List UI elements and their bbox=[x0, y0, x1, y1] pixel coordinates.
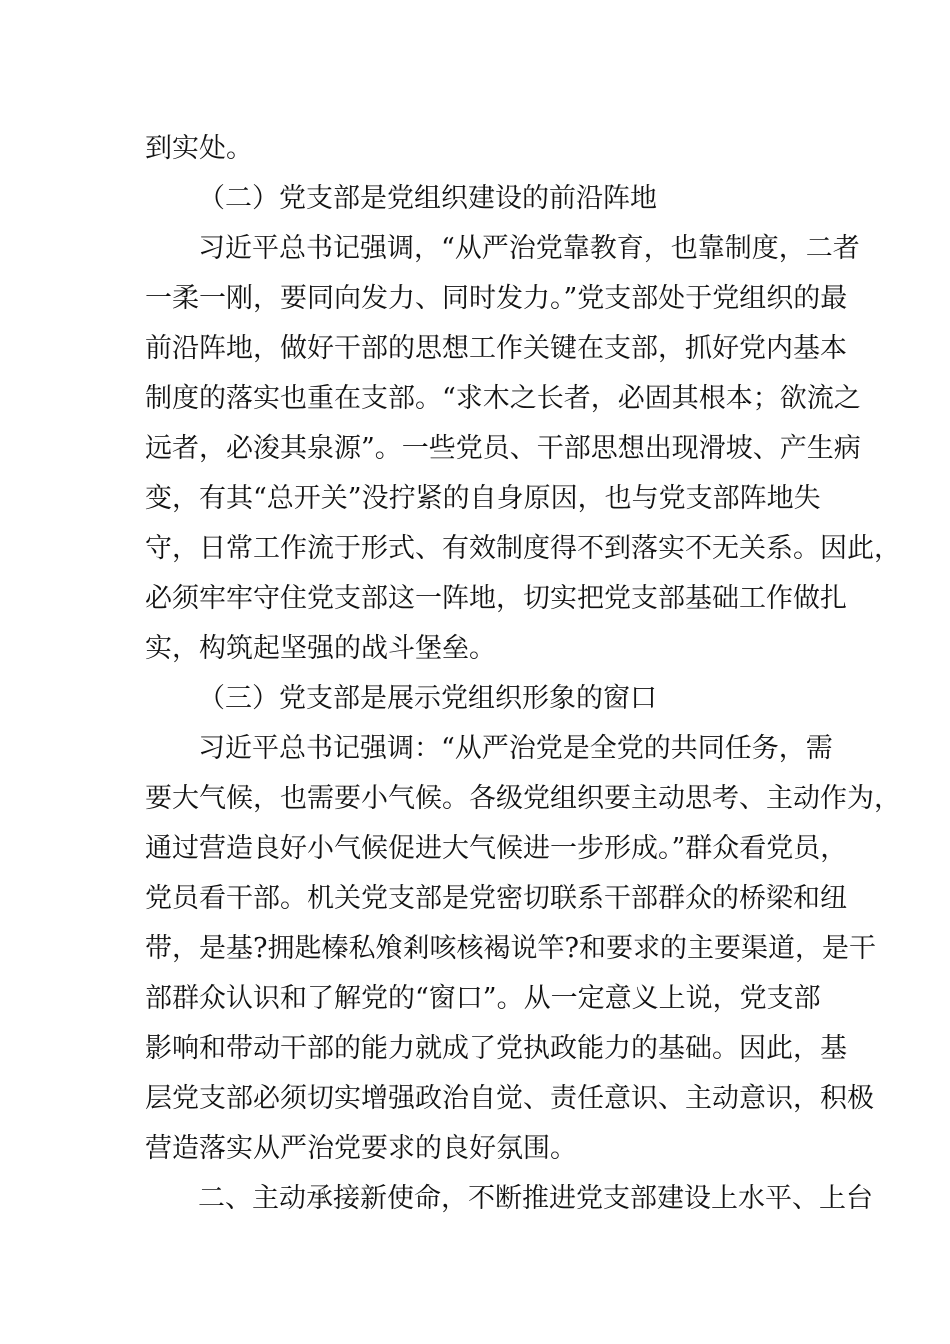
text-line: 前沿阵地，做好干部的思想工作关键在支部，抓好党内基本 bbox=[145, 333, 847, 364]
text-line: 带，是基?拥匙榛私飧剎咳核褐说竿?和要求的主要渠道，是干 bbox=[145, 933, 876, 964]
text-line: 制度的落实也重在支部。“求木之长者，必固其根本；欲流之 bbox=[145, 383, 861, 414]
text-line: 影响和带动干部的能力就成了党执政能力的基础。因此，基 bbox=[145, 1033, 847, 1064]
section-heading: 二、主动承接新使命，不断推进党支部建设上水平、上台 bbox=[198, 1183, 873, 1214]
text-line: 实，构筑起坚强的战斗堡垒。 bbox=[145, 633, 496, 664]
text-line: 通过营造良好小气候促进大气候进一步形成。”群众看党员， bbox=[145, 833, 848, 864]
text-line: 远者，必浚其泉源”。一些党员、干部思想出现滑坡、产生病 bbox=[145, 433, 861, 464]
text-line: 营造落实从严治党要求的良好氛围。 bbox=[145, 1133, 577, 1164]
text-line: 要大气候，也需要小气候。各级党组织要主动思考、主动作为， bbox=[145, 783, 901, 814]
text-line: 部群众认识和了解党的“窗口”。从一定意义上说，党支部 bbox=[145, 983, 821, 1014]
text-line: 到实处。 bbox=[145, 133, 253, 164]
text-line: 习近平总书记强调：“从严治党是全党的共同任务，需 bbox=[198, 733, 833, 764]
text-line: 变，有其“总开关”没拧紧的自身原因，也与党支部阵地失 bbox=[145, 483, 821, 514]
section-heading: （二）党支部是党组织建设的前沿阵地 bbox=[198, 183, 657, 214]
section-heading: （三）党支部是展示党组织形象的窗口 bbox=[198, 683, 657, 714]
text-line: 一柔一刚，要同向发力、同时发力。”党支部处于党组织的最 bbox=[145, 283, 848, 314]
text-line: 必须牢牢守住党支部这一阵地，切实把党支部基础工作做扎 bbox=[145, 583, 847, 614]
text-line: 守，日常工作流于形式、有效制度得不到落实不无关系。因此， bbox=[145, 533, 901, 564]
text-line: 层党支部必须切实增强政治自觉、责任意识、主动意识，积极 bbox=[145, 1083, 874, 1114]
text-line: 党员看干部。机关党支部是党密切联系干部群众的桥梁和纽 bbox=[145, 883, 847, 914]
text-line: 习近平总书记强调，“从严治党靠教育，也靠制度，二者 bbox=[198, 233, 860, 264]
